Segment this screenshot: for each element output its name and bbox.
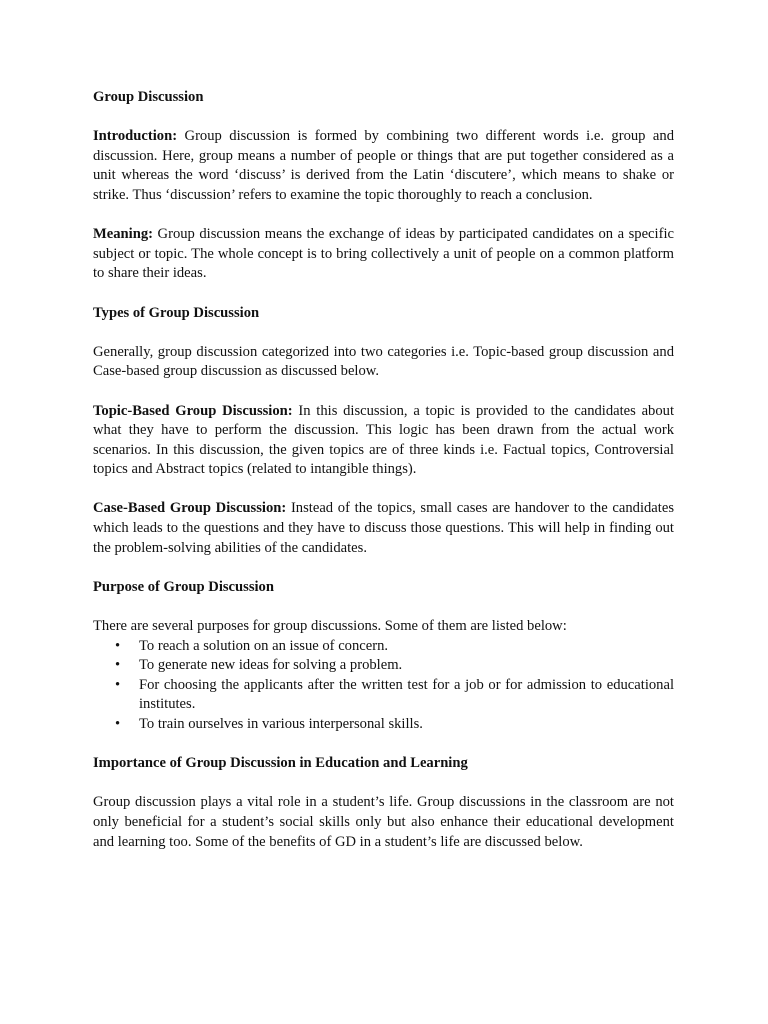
spacer (93, 735, 674, 755)
spacer (93, 206, 674, 226)
purpose-list (93, 637, 674, 735)
list-item-text: For choosing the applicants after the written test for a job or for admission to educational institutes. (139, 676, 674, 713)
spacer (93, 774, 674, 794)
spacer (93, 597, 674, 617)
purpose-intro-paragraph: There are several purposes for group discussions. Some of them are listed below: (93, 618, 567, 635)
spacer (93, 382, 674, 402)
list-item-text: To generate new ideas for solving a problem. (139, 657, 403, 674)
introduction-term: Introduction: (93, 128, 178, 145)
document-page (93, 88, 674, 852)
spacer (93, 108, 674, 128)
topic-based-paragraph (93, 402, 674, 480)
introduction-paragraph (93, 127, 674, 205)
spacer (93, 323, 674, 343)
meaning-text: Group discussion means the exchange of ideas by participated candidates on a specific subject or topic. The whole concept is to bring collectively a unit of people on a common platform to share their ideas. (93, 226, 674, 282)
bullet-icon: • (115, 657, 121, 674)
bullet-icon: • (115, 637, 121, 654)
case-based-paragraph (93, 499, 674, 558)
list-item (93, 656, 674, 676)
case-based-term: Case-Based Group Discussion: (93, 500, 287, 517)
bullet-icon: • (115, 676, 121, 693)
meaning-term: Meaning: (93, 226, 153, 243)
list-item (93, 676, 674, 715)
bullet-icon: • (115, 716, 121, 732)
types-intro-paragraph: Generally, group discussion categorized into two categories i.e. Topic-based group discussion and Case-based group discussion as discussed below. (93, 343, 674, 380)
importance-heading: Importance of Group Discussion in Education and Learning (93, 755, 468, 772)
spacer (93, 558, 674, 578)
types-heading: Types of Group Discussion (93, 304, 260, 321)
topic-based-text: In this discussion, a topic is provided to the candidates about what they have to perform the discussion. This logic has been drawn from the actual work scenarios. In this discussion, the given topics are of three kinds i.e. Factual topics, Controversial topics and Abstract topics (related to intangible things). (93, 402, 674, 478)
spacer (93, 284, 674, 304)
document-title: Group Discussion (93, 89, 204, 105)
topic-based-term: Topic-Based Group Discussion: (93, 402, 293, 419)
list-item-text: To reach a solution on an issue of concern. (139, 637, 389, 654)
list-item-text: To train ourselves in various interpersonal skills. (139, 716, 423, 732)
introduction-text: Group discussion is formed by combining two different words i.e. group and discussion. Here, group means a number of people or things that are put together considered as a unit whereas the word ‘discuss’ is derived from the Latin ‘discutere’, which means to shake or strike. Thus ‘discussion’ refers to examine the topic thoroughly to reach a conclusion. (93, 128, 674, 203)
list-item (93, 637, 674, 657)
purpose-heading: Purpose of Group Discussion (93, 578, 274, 595)
spacer (93, 480, 674, 500)
meaning-paragraph (93, 225, 674, 284)
list-item (93, 715, 674, 735)
importance-paragraph: Group discussion plays a vital role in a student’s life. Group discussions in the classroom are not only beneficial for a student’s social skills only but also enhance their educational development and learning too. Some of the benefits of GD in a student’s life are discussed below. (93, 794, 674, 850)
case-based-text: Instead of the topics, small cases are handover to the candidates which leads to the questions and they have to discuss those questions. This will help in finding out the problem-solving abilities of the candidates. (93, 500, 674, 556)
